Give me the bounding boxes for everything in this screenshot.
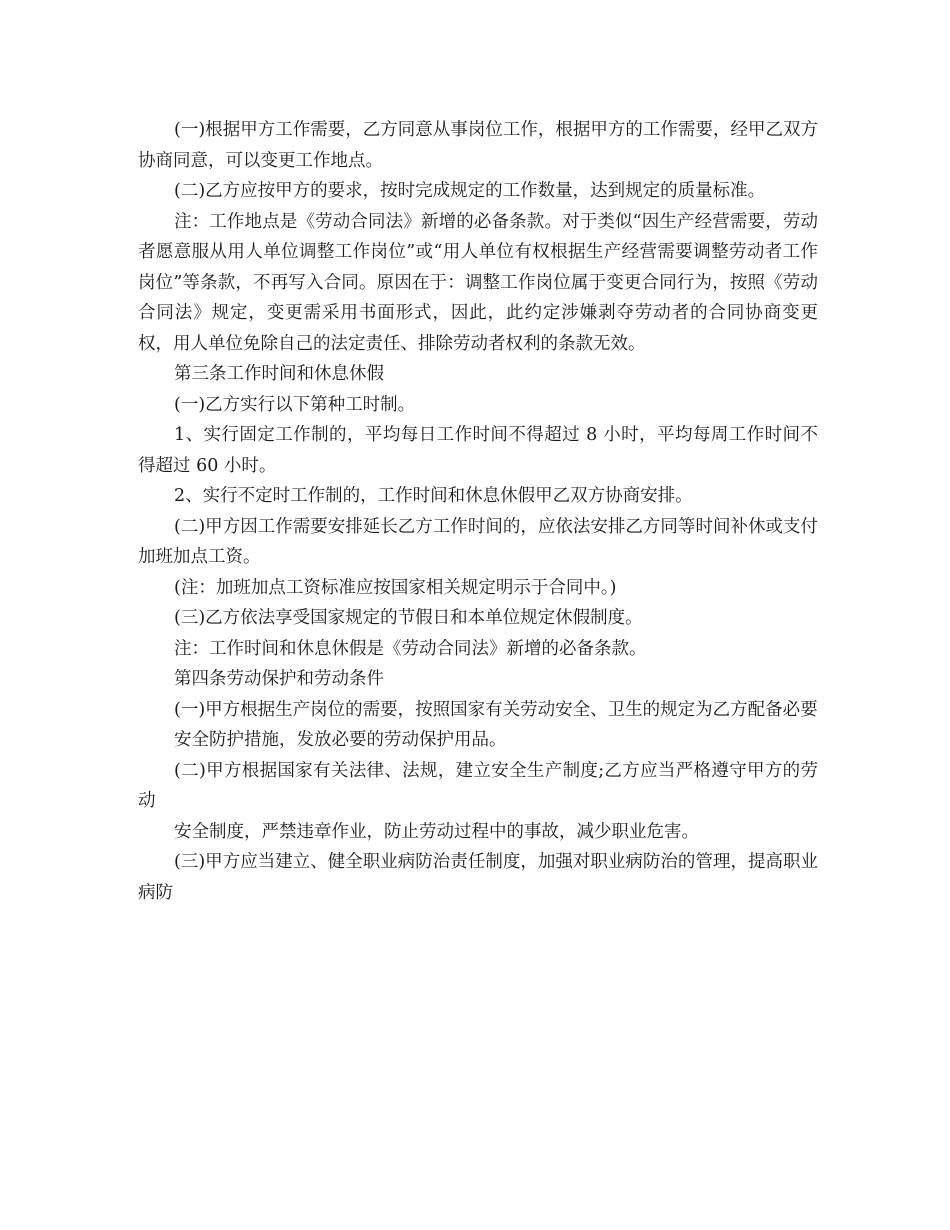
paragraph-article-3-2: (二)甲方因工作需要安排延长乙方工作时间的，应依法安排乙方同等时间补休或支付加班加点工资。: [138, 516, 818, 567]
paragraph-article-4-1: (一)甲方根据生产岗位的需要，按照国家有关劳动安全、卫生的规定为乙方配备必要: [174, 699, 818, 720]
paragraph-clause-1-2: (二)乙方应按甲方的要求，按时完成规定的工作数量，达到规定的质量标准。: [174, 181, 766, 201]
paragraph-article-3-3: (三)乙方依法享受国家规定的节假日和本单位规定休假制度。: [174, 608, 643, 628]
paragraph-flexible-hours: 2、实行不定时工作制的，工作时间和休息休假甲乙双方协商安排。: [174, 486, 693, 506]
document-body: [138, 115, 818, 908]
paragraph-article-4-1-cont: 安全防护措施，发放必要的劳动保护用品。: [174, 730, 507, 750]
paragraph-note-work-time: 注：工作时间和休息休假是《劳动合同法》新增的必备条款。: [174, 638, 647, 659]
article-4-heading: 第四条劳动保护和劳动条件: [174, 669, 384, 689]
paragraph-note-work-location: 注：工作地点是《劳动合同法》新增的必备条款。对于类似“因生产经营需要，劳动者愿意服从用人单位调整工作岗位”或“用人单位有权根据生产经营需要调整劳动者工作岗位”等条款，不再写入合同。原因在于：调整工作岗位属于变更合同行为，按照《劳动合同法》规定，变更需采用书面形式，因此，此约定涉嫌剥夺劳动者的合同协商变更权，用人单位免除自己的法定责任、排除劳动者权利的条款无效。: [138, 211, 818, 354]
paragraph-clause-1-1: (一)根据甲方工作需要，乙方同意从事岗位工作，根据甲方的工作需要，经甲乙双方协商同意，可以变更工作地点。: [138, 120, 818, 171]
paragraph-article-4-2: (二)甲方根据国家有关法律、法规，建立安全生产制度;乙方应当严格遵守甲方的劳动: [138, 760, 818, 811]
paragraph-fixed-hours: 1、实行固定工作制的，平均每日工作时间不得超过 8 小时，平均每周工作时间不得超过 60 小时。: [138, 425, 818, 476]
paragraph-article-4-3: (三)甲方应当建立、健全职业病防治责任制度，加强对职业病防治的管理，提高职业病防: [138, 852, 818, 903]
article-3-heading: 第三条工作时间和休息休假: [174, 364, 384, 384]
paragraph-article-4-2-cont: 安全制度，严禁违章作业，防止劳动过程中的事故，减少职业危害。: [174, 821, 699, 842]
paragraph-overtime-note: (注：加班加点工资标准应按国家相关规定明示于合同中。): [174, 577, 617, 598]
paragraph-article-3-1: (一)乙方实行以下第种工时制。: [174, 394, 416, 415]
